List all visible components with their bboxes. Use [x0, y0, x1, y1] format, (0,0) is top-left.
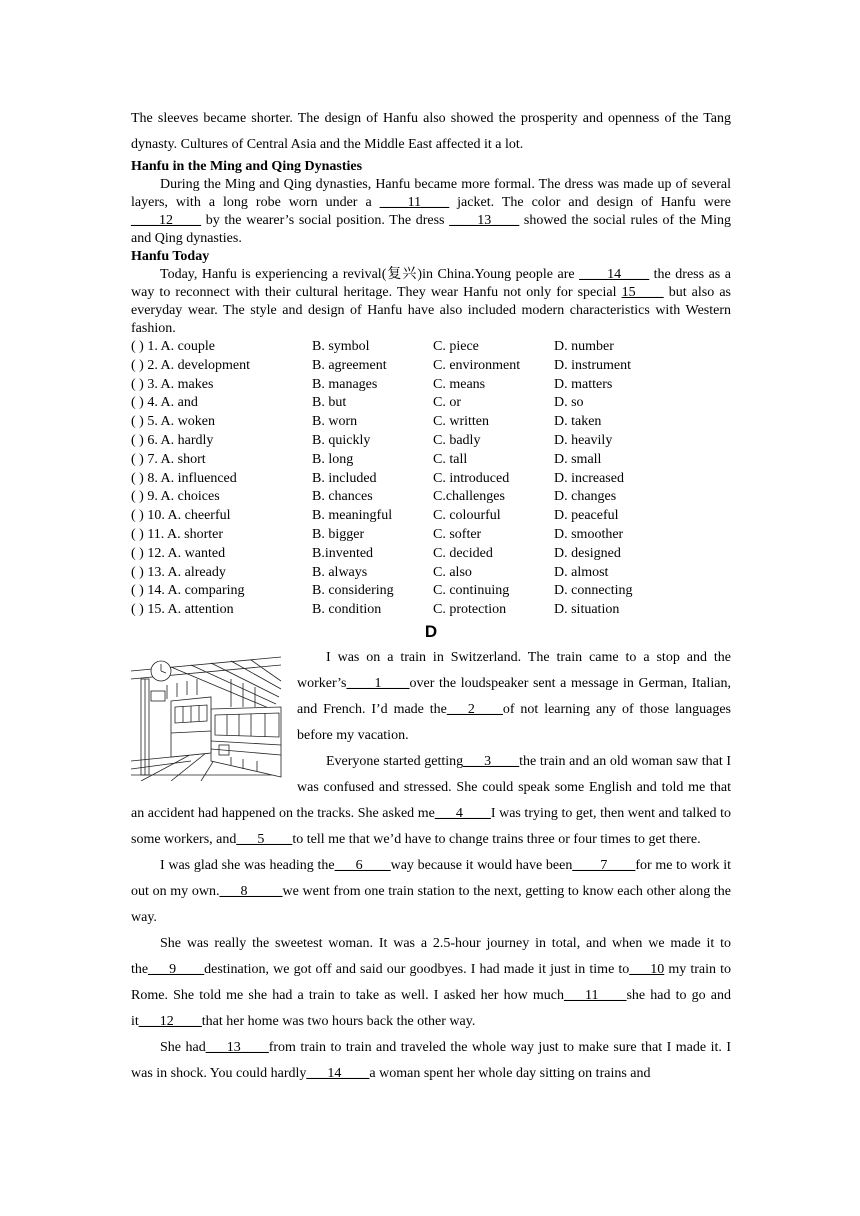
option-row: ( ) 3. A. makes B. manages C. means D. matters — [131, 376, 613, 392]
option-row: ( ) 6. A. hardly B. quickly C. badly D. heavily — [131, 432, 613, 448]
worksheet-page — [131, 0, 731, 1087]
blank-d4: ___4____ — [434, 805, 491, 821]
paragraph-tang: The sleeves became shorter. The design of Hanfu also showed the prosperity and openness of the Tang dynasty. Cultures of Central Asia and the Middle East affected it a lot. — [131, 111, 731, 152]
blank-d1: ____1____ — [346, 675, 410, 691]
story-paragraph-3: I was glad she was heading the___6____way because it would have been____7____for me to work it out on my own.___8_____we went from one train station to the next, getting to know each other along the way. — [131, 857, 731, 925]
section-d-body — [131, 645, 731, 1087]
blank-d2: ___2____ — [446, 701, 503, 717]
blank-15: 15____ — [621, 285, 664, 300]
options-list — [131, 338, 731, 620]
blank-d7: ____7____ — [572, 857, 636, 873]
blank-d14: ___14____ — [306, 1065, 370, 1081]
heading-hanfu-today: Hanfu Today — [131, 249, 210, 264]
blank-d11: ___11____ — [563, 987, 627, 1003]
blank-d9: ___9____ — [148, 961, 205, 977]
story-paragraph-5: She had___13____from train to train and traveled the whole way just to make sure that I made it. I was in shock. You could hardly___14____a woman spent her whole day sitting on trains and — [131, 1039, 731, 1081]
blank-14: ____14____ — [579, 267, 650, 282]
blank-d10: ___10 — [629, 961, 665, 977]
paragraph-hanfu-today: Today, Hanfu is experiencing a revival(复兴)in China.Young people are ____14____ the dress as a way to reconnect with their cultural heritage. They wear Hanfu not only for special 15____ but also as everyday wear. The style and design of Hanfu have also included modern characteristics with Western fashion. — [131, 267, 731, 336]
story-paragraph-1: I was on a train in Switzerland. The train came to a stop and the worker’s____1____over the loudspeaker sent a message in German, Italian, and French. I’d made the___2____of not learning any of those languages before my vacation. — [297, 649, 731, 743]
blank-d5: ___5____ — [236, 831, 293, 847]
blank-d8: ___8_____ — [219, 883, 283, 899]
option-row: ( ) 9. A. choices B. chances C.challenges D. changes — [131, 489, 617, 505]
option-row: ( ) 15. A. attention B. condition C. protection D. situation — [131, 602, 620, 618]
blank-d3: ___3____ — [463, 753, 520, 769]
option-row: ( ) 14. A. comparing B. considering C. continuing D. connecting — [131, 583, 633, 599]
blank-13: ____13____ — [449, 213, 520, 228]
story-paragraph-4: She was really the sweetest woman. It was a 2.5-hour journey in total, and when we made it to the___9____destination, we got off and said our goodbyes. I had made it just in time to___10 my train to Rome. She told me she had a train to take as well. I asked her how much___11____she had to go and it___12____that her home was two hours back the other way. — [131, 935, 732, 1029]
option-row: ( ) 10. A. cheerful B. meaningful C. colourful D. peaceful — [131, 508, 619, 524]
blank-d12: ___12____ — [138, 1013, 202, 1029]
option-row: ( ) 11. A. shorter B. bigger C. softer D. smoother — [131, 526, 624, 542]
option-row: ( ) 13. A. already B. always C. also D. almost — [131, 564, 609, 580]
blank-d6: ___6____ — [334, 857, 391, 873]
story-paragraph-2: Everyone started getting___3____the train and an old woman saw that I was confused and stressed. She could speak some English and told me that an accident had happened on the tracks. She asked me___4____I was trying to get, then went and talked to some workers, and___5____to tell me that we’d have to change trains three or four times to get there. — [131, 753, 732, 847]
option-row: ( ) 7. A. short B. long C. tall D. small — [131, 451, 602, 467]
blank-12: ____12____ — [131, 213, 201, 228]
option-row: ( ) 2. A. development B. agreement C. environment D. instrument — [131, 357, 631, 373]
option-row: ( ) 8. A. influenced B. included C. introduced D. increased — [131, 470, 624, 486]
blank-d13: ___13____ — [205, 1039, 269, 1055]
option-row: ( ) 1. A. couple B. symbol C. piece D. number — [131, 339, 614, 354]
heading-ming-qing: Hanfu in the Ming and Qing Dynasties — [131, 159, 363, 174]
blank-11: ____11____ — [379, 195, 450, 210]
train-station-illustration — [131, 649, 283, 781]
section-title-d: D — [424, 621, 438, 641]
option-row: ( ) 4. A. and B. but C. or D. so — [131, 395, 584, 411]
paragraph-ming-qing: During the Ming and Qing dynasties, Hanfu became more formal. The dress was made up of several layers, with a long robe worn under a ____11____ jacket. The color and design of Hanfu were ____12____ by the wearer’s social position. The dress ____13____ showed the social rules of the Ming and Qing dynasties. — [131, 177, 731, 246]
option-row: ( ) 5. A. woken B. worn C. written D. taken — [131, 414, 602, 430]
option-row: ( ) 12. A. wanted B.invented C. decided D. designed — [131, 545, 621, 561]
